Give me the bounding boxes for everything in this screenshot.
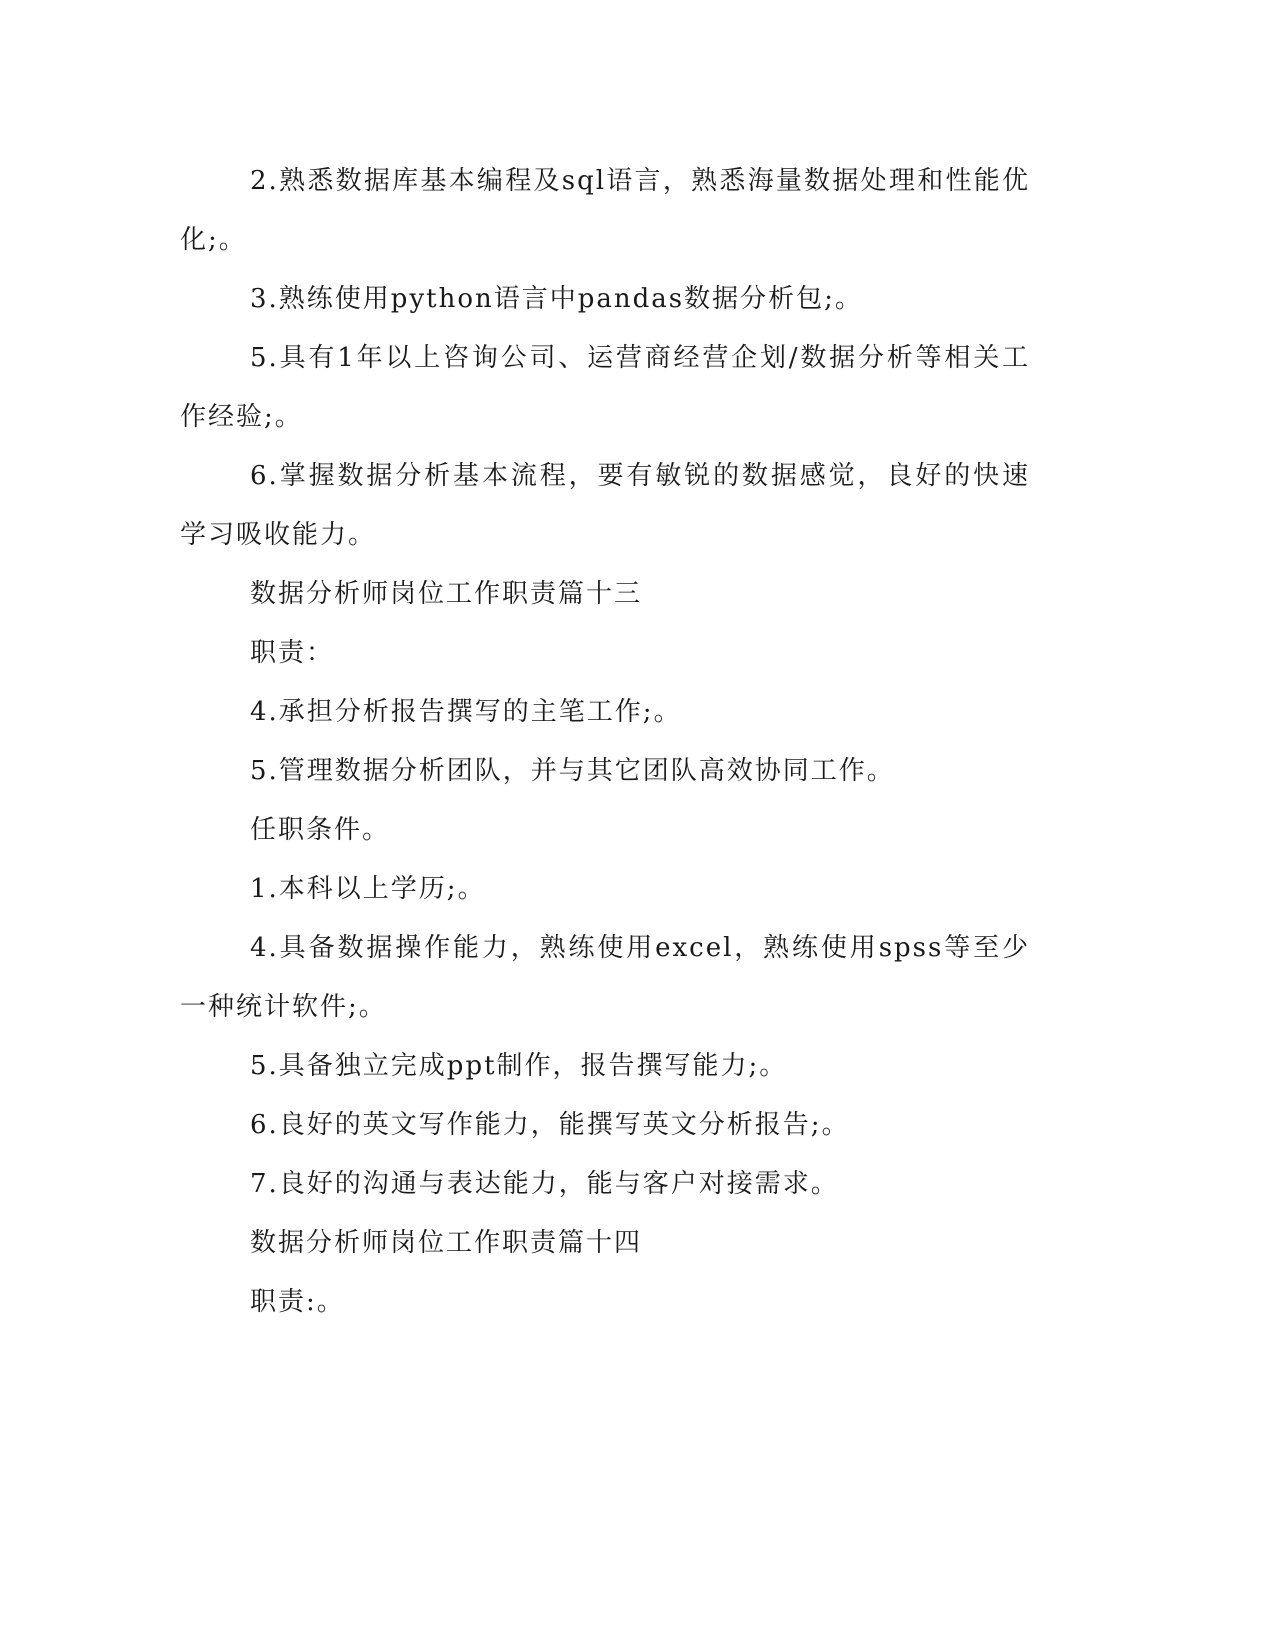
- paragraph: 职责：: [250, 638, 335, 668]
- paragraph: 6.掌握数据分析基本流程，要有敏锐的数据感觉，良好的快速学习吸收能力。: [180, 461, 1030, 550]
- paragraph: 4.承担分析报告撰写的主笔工作;。: [250, 697, 682, 727]
- paragraph: 6.良好的英文写作能力，能撰写英文分析报告;。: [250, 1110, 850, 1140]
- paragraph: 任职条件。: [250, 815, 391, 845]
- paragraph: 7.良好的沟通与表达能力，能与客户对接需求。: [250, 1169, 839, 1199]
- paragraph: 5.具备独立完成ppt制作，报告撰写能力;。: [250, 1051, 788, 1081]
- section-heading: 数据分析师岗位工作职责篇十三: [250, 579, 643, 609]
- paragraph: 1.本科以上学历;。: [250, 874, 486, 904]
- paragraph: 职责:。: [250, 1287, 345, 1317]
- document-body: [180, 152, 1030, 1332]
- paragraph: 3.熟练使用python语言中pandas数据分析包;。: [250, 284, 863, 314]
- paragraph: 4.具备数据操作能力，熟练使用excel，熟练使用spss等至少一种统计软件;。: [180, 933, 1030, 1022]
- paragraph: 5.管理数据分析团队，并与其它团队高效协同工作。: [250, 756, 895, 786]
- paragraph: 5.具有1年以上咨询公司、运营商经营企划/数据分析等相关工作经验;。: [180, 343, 1030, 432]
- section-heading: 数据分析师岗位工作职责篇十四: [250, 1228, 643, 1258]
- paragraph: 2.熟悉数据库基本编程及sql语言，熟悉海量数据处理和性能优化;。: [180, 166, 1030, 255]
